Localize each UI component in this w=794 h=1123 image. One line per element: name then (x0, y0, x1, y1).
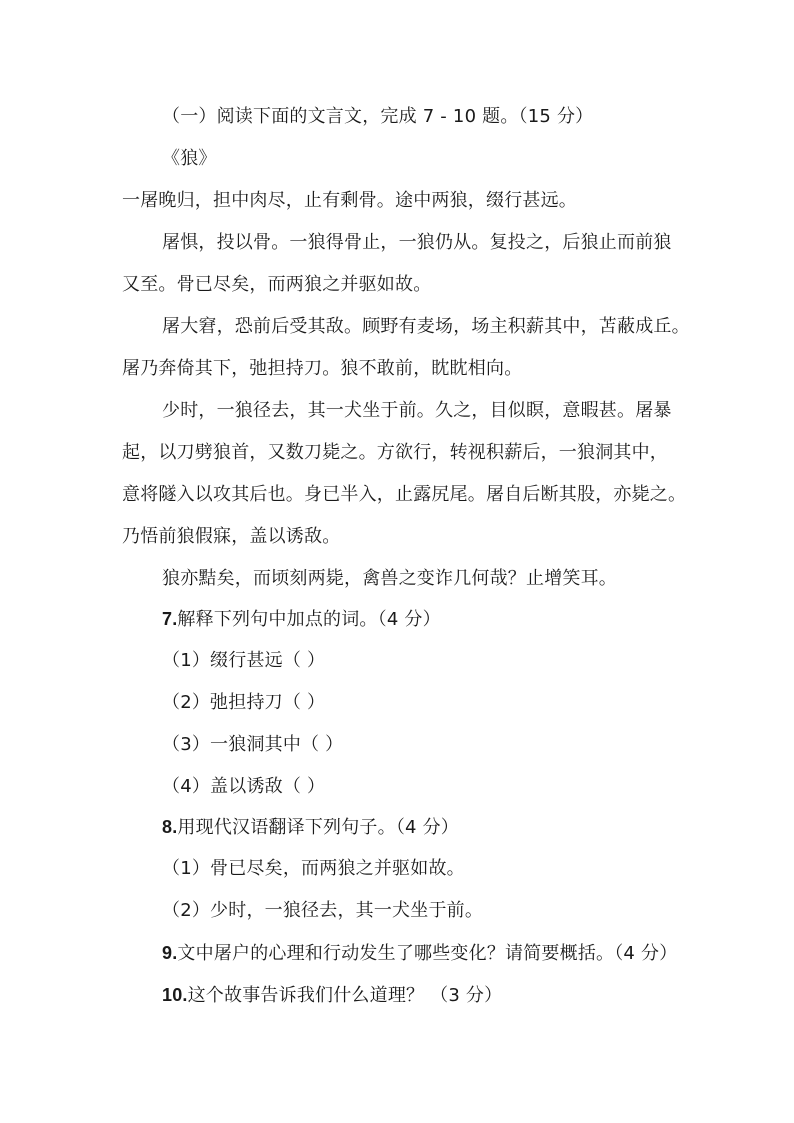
question-7 (162, 608, 441, 631)
question-9 (162, 942, 677, 965)
question-10 (162, 984, 502, 1007)
question-8-item-1: （1）骨已尽矣，而两狼之并驱如故。 (162, 858, 465, 879)
question-8-number: 8. (162, 817, 178, 837)
question-7-prompt: 解释下列句中加点的词。（4 分） (177, 609, 441, 630)
passage-title: 《狼》 (162, 148, 217, 169)
question-7-item-3: （3）一狼洞其中（ ） (162, 734, 344, 755)
passage-paragraph-4-line-4: 乃悟前狼假寐，盖以诱敌。 (122, 526, 341, 547)
question-9-number: 9. (162, 943, 178, 963)
passage-paragraph-4-line-2: 起，以刀劈狼首，又数刀毙之。方欲行，转视积薪后，一狼洞其中， (122, 442, 668, 463)
question-9-prompt: 文中屠户的心理和行动发生了哪些变化？请简要概括。（4 分） (177, 943, 678, 964)
passage-paragraph-4-line-3: 意将隧入以攻其后也。身已半入，止露尻尾。屠自后断其股，亦毙之。 (122, 484, 687, 505)
question-7-number: 7. (162, 609, 178, 629)
passage-paragraph-2-line-1: 屠惧，投以骨。一狼得骨止，一狼仍从。复投之，后狼止而前狼 (162, 232, 672, 253)
section-heading: （一）阅读下面的文言文，完成 7 - 10 题。（15 分） (162, 106, 594, 127)
question-8-item-2: （2）少时，一狼径去，其一犬坐于前。 (162, 900, 484, 921)
question-8 (162, 816, 459, 839)
passage-paragraph-1: 一屠晚归，担中肉尽，止有剩骨。途中两狼，缀行甚远。 (122, 190, 577, 211)
passage-paragraph-3-line-1: 屠大窘，恐前后受其敌。顾野有麦场，场主积薪其中，苫蔽成丘。 (162, 316, 690, 337)
question-10-prompt: 这个故事告诉我们什么道理？ （3 分） (187, 985, 503, 1006)
passage-paragraph-2-line-2: 又至。骨已尽矣，而两狼之并驱如故。 (122, 274, 432, 295)
question-8-prompt: 用现代汉语翻译下列句子。（4 分） (177, 817, 459, 838)
passage-paragraph-5: 狼亦黠矣，而顷刻两毙，禽兽之变诈几何哉？止增笑耳。 (162, 568, 617, 589)
passage-paragraph-4-line-1: 少时，一狼径去，其一犬坐于前。久之，目似瞑，意暇甚。屠暴 (162, 400, 672, 421)
question-7-item-4: （4）盖以诱敌（ ） (162, 776, 326, 797)
question-7-item-2: （2）弛担持刀（ ） (162, 692, 326, 713)
question-10-number: 10. (162, 985, 188, 1005)
passage-paragraph-3-line-2: 屠乃奔倚其下，弛担持刀。狼不敢前，眈眈相向。 (122, 358, 523, 379)
question-7-item-1: （1）缀行甚远（ ） (162, 650, 326, 671)
